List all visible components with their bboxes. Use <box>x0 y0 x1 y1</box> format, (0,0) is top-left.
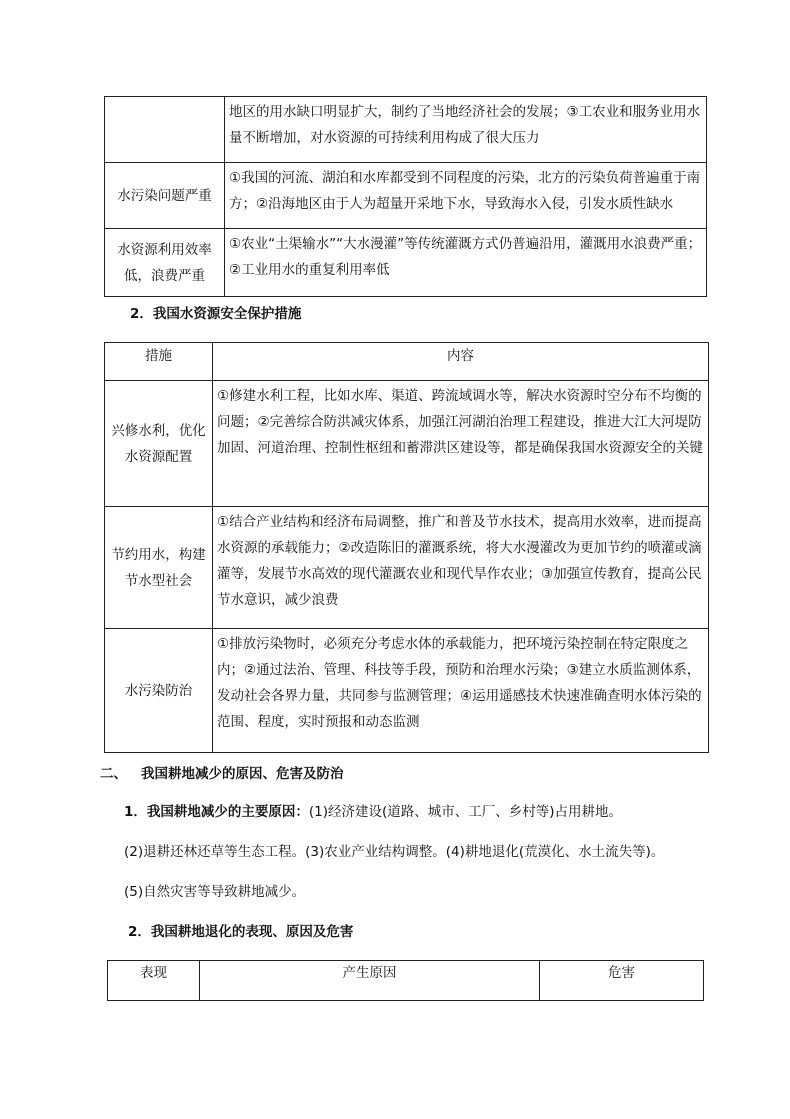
table-row <box>105 229 707 297</box>
paragraph-text: (1)经济建设(道路、城市、工厂、乡村等)占用耕地。 <box>308 804 623 820</box>
row-label: 兴修水利，优化水资源配置 <box>105 381 213 507</box>
table-row <box>105 381 709 507</box>
column-header: 表现 <box>108 961 200 1001</box>
row-content: ①农业“土渠输水”“大水漫灌”等传统灌溉方式仍普遍沿用，灌溉用水浪费严重；②工业用水的重复利用率低 <box>225 229 707 297</box>
row-content: ①修建水利工程，比如水库、渠道、跨流域调水等，解决水资源时空分布不均衡的问题；②完善综合防洪减灾体系，加强江河湖泊治理工程建设，推进大江大河堤防加固、河道治理、控制性枢纽和蓄滞洪区建设等，都是确保我国水资源安全的关键 <box>213 381 709 507</box>
column-header: 危害 <box>540 961 704 1001</box>
row-content: ①我国的河流、湖泊和水库都受到不同程度的污染，北方的污染负荷普遍重于南方；②沿海地区由于人为超量开采地下水，导致海水入侵，引发水质性缺水 <box>225 163 707 229</box>
row-content: ①结合产业结构和经济布局调整，推广和普及节水技术，提高用水效率，进而提高水资源的承载能力；②改造陈旧的灌溉系统，将大水漫灌改为更加节约的喷灌或滴灌等，发展节水高效的现代灌溉农业和现代旱作农业；③加强宣传教育，提高公民节水意识，减少浪费 <box>213 507 709 629</box>
part-heading-text: 我国耕地减少的原因、危害及防治 <box>141 766 344 782</box>
table-header-row <box>105 343 709 381</box>
row-label: 节约用水，构建节水型社会 <box>105 507 213 629</box>
row-label: 水污染防治 <box>105 629 213 753</box>
part-heading-number: 二、 <box>100 766 127 782</box>
row-content: 地区的用水缺口明显扩大，制约了当地经济社会的发展；③工农业和服务业用水量不断增加，对水资源的可持续利用构成了很大压力 <box>225 97 707 163</box>
column-header: 措施 <box>105 343 213 381</box>
row-content: ①排放污染物时，必须充分考虑水体的承载能力，把环境污染控制在特定限度之内；②通过法治、管理、科技等手段，预防和治理水污染；③建立水质监测体系，发动社会各界力量，共同参与监测管理；④运用遥感技术快速准确查明水体污染的范围、程度，实时预报和动态监测 <box>213 629 709 753</box>
column-header: 产生原因 <box>200 961 540 1001</box>
table-row <box>105 97 707 163</box>
table-row <box>105 163 707 229</box>
table-header-row <box>108 961 704 1001</box>
table-row <box>105 629 709 753</box>
paragraph: (2)退耕还林还草等生态工程。(3)农业产业结构调整。(4)耕地退化(荒漠化、水土流失等)。 <box>124 844 665 860</box>
water-protection-table <box>104 342 709 753</box>
subsection-heading: 2．我国耕地退化的表现、原因及危害 <box>128 924 354 940</box>
section-heading: 2．我国水资源安全保护措施 <box>130 306 302 322</box>
paragraph: (5)自然灾害等导致耕地减少。 <box>124 884 306 900</box>
table-row <box>105 507 709 629</box>
paragraph-label: 1．我国耕地减少的主要原因： <box>124 804 309 820</box>
paragraph <box>124 800 622 820</box>
row-label <box>105 97 225 163</box>
row-label: 水污染问题严重 <box>105 163 225 229</box>
row-label: 水资源利用效率低，浪费严重 <box>105 229 225 297</box>
farmland-degradation-table <box>107 960 704 1001</box>
part-heading <box>100 762 344 782</box>
column-header: 内容 <box>213 343 709 381</box>
water-problems-table <box>104 96 707 297</box>
